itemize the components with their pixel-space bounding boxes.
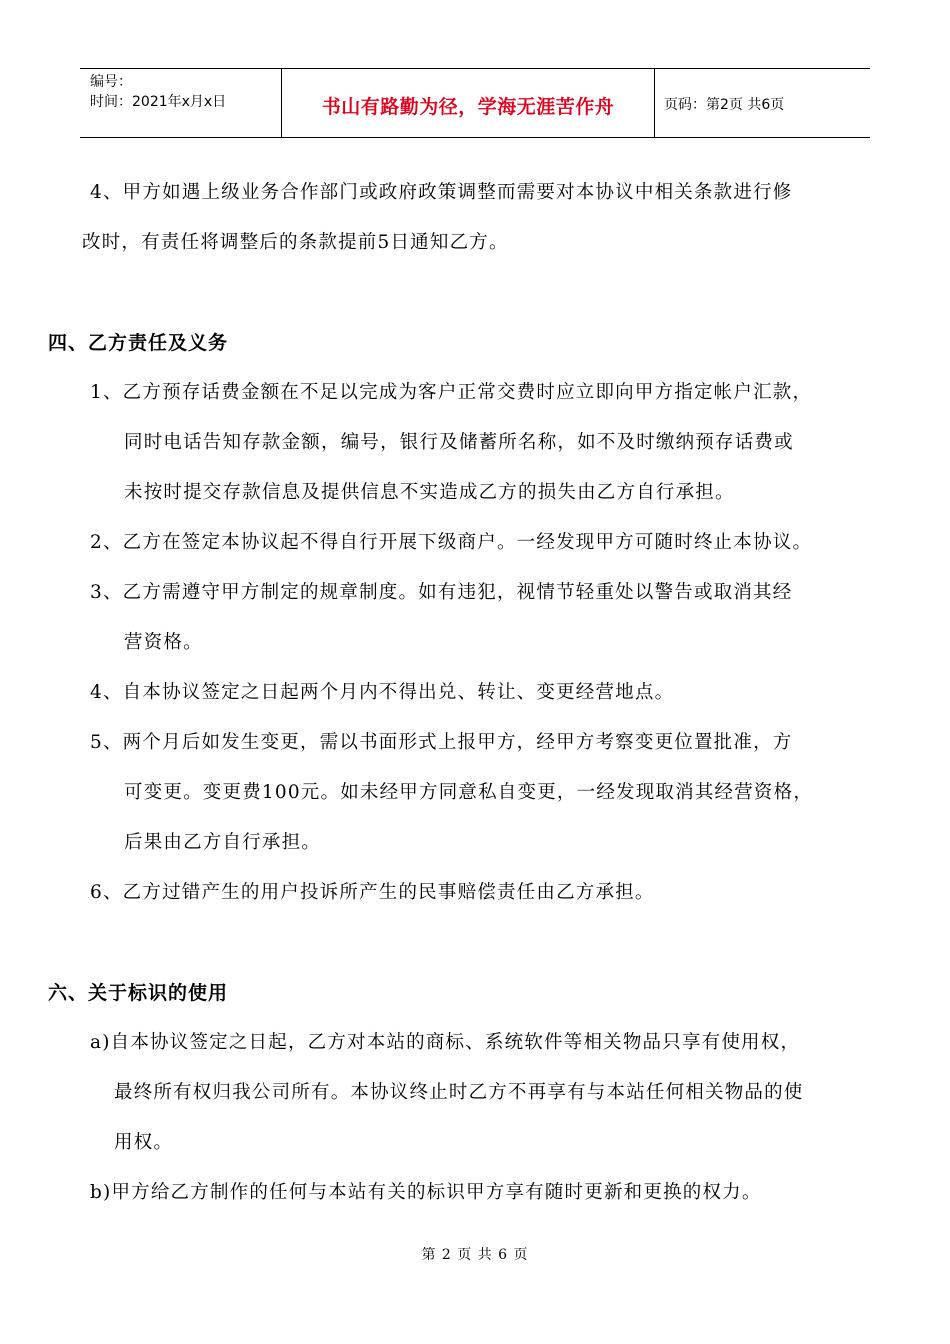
s4-item-5-line-3: 后果由乙方自行承担。 xyxy=(124,832,322,853)
s4-item-2-line-1: 2、乙方在签定本协议起不得自行开展下级商户。一经发现甲方可随时终止本协议。 xyxy=(90,532,813,553)
s6-item-a-line-1: a)自本协议签定之日起，乙方对本站的商标、系统软件等相关物品只享有使用权， xyxy=(90,1032,801,1053)
s4-item-1-line-3: 未按时提交存款信息及提供信息不实造成乙方的损失由乙方自行承担。 xyxy=(124,482,735,503)
clause-4-line-1: 4、甲方如遇上级业务合作部门或政府政策调整而需要对本协议中相关条款进行修 xyxy=(90,182,793,203)
header-page-info: 页码：第2页 共6页 xyxy=(664,97,785,113)
header-motto: 书山有路勤为径，学海无涯苦作舟 xyxy=(321,96,615,118)
s4-item-1-line-1: 1、乙方预存话费金额在不足以完成为客户正常交费时应立即向甲方指定帐户汇款， xyxy=(90,382,813,403)
document-number-label: 编号： xyxy=(90,74,132,90)
page-header-table xyxy=(80,68,870,138)
s4-item-3-line-2: 营资格。 xyxy=(124,632,203,653)
header-meta-cell xyxy=(80,69,281,137)
s4-item-4-line-1: 4、自本协议签定之日起两个月内不得出兑、转让、变更经营地点。 xyxy=(90,682,675,703)
clause-4-line-2: 改时，有责任将调整后的条款提前5日通知乙方。 xyxy=(82,232,509,253)
s6-item-a-line-3: 用权。 xyxy=(114,1132,174,1153)
header-motto-cell xyxy=(281,69,655,137)
section-4-heading: 四、乙方责任及义务 xyxy=(48,332,229,354)
s6-item-b-line-1: b)甲方给乙方制作的任何与本站有关的标识甲方享有随时更新和更换的权力。 xyxy=(90,1182,762,1203)
header-page-cell xyxy=(654,69,870,137)
s6-item-a-line-2: 最终所有权归我公司所有。本协议终止时乙方不再享有与本站任何相关物品的使 xyxy=(114,1082,804,1103)
page-footer: 第 2 页 共 6 页 xyxy=(421,1247,529,1263)
s4-item-6-line-1: 6、乙方过错产生的用户投诉所产生的民事赔偿责任由乙方承担。 xyxy=(90,882,655,903)
s4-item-5-line-1: 5、两个月后如发生变更，需以书面形式上报甲方，经甲方考察变更位置批准，方 xyxy=(90,732,793,753)
document-date: 时间：2021年x月x日 xyxy=(90,94,227,110)
section-6-heading: 六、关于标识的使用 xyxy=(48,982,229,1004)
s4-item-1-line-2: 同时电话告知存款金额，编号，银行及储蓄所名称，如不及时缴纳预存话费或 xyxy=(124,432,794,453)
s4-item-5-line-2: 可变更。变更费100元。如未经甲方同意私自变更，一经发现取消其经营资格， xyxy=(124,782,814,803)
s4-item-3-line-1: 3、乙方需遵守甲方制定的规章制度。如有违犯，视情节轻重处以警告或取消其经 xyxy=(90,582,793,603)
